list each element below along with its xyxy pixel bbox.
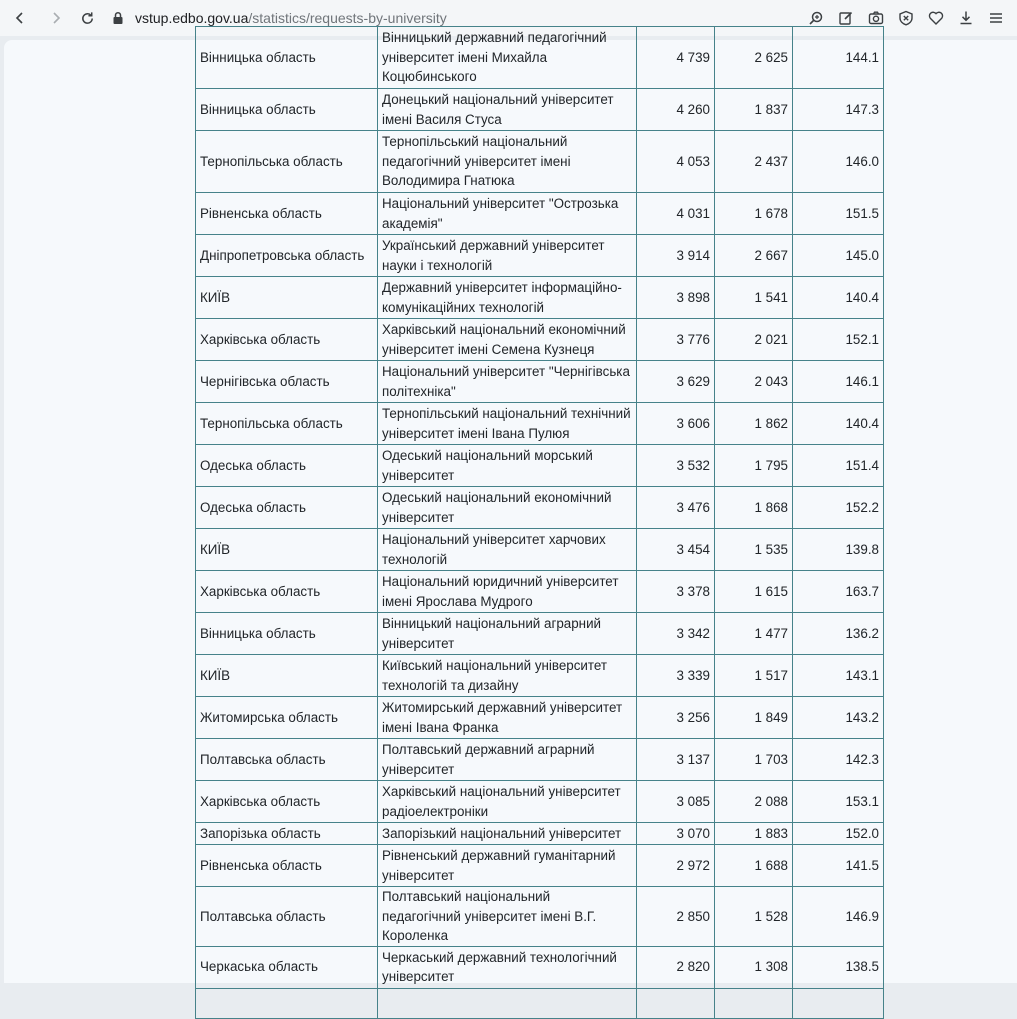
score-cell: 146.1 [793,361,884,403]
region-cell: Черкаська область [196,946,378,988]
university-cell: Черкаський державний технологічний університет [378,946,637,988]
applications-cell: 4 053 [637,131,715,193]
budget-cell: 1 615 [715,571,793,613]
applications-cell: 3 070 [637,823,715,845]
budget-cell: 2 043 [715,361,793,403]
region-cell: Харківська область [196,571,378,613]
table-row [196,845,884,887]
score-cell: 141.5 [793,845,884,887]
region-cell: Рівненська область [196,193,378,235]
table-row [196,613,884,655]
university-cell: Національний університет "Чернігівська політехніка" [378,361,637,403]
region-cell: Чернігівська область [196,361,378,403]
table-row [196,27,884,89]
applications-cell: 3 085 [637,781,715,823]
applications-cell: 3 339 [637,655,715,697]
score-cell: 140.4 [793,403,884,445]
budget-cell: 1 868 [715,487,793,529]
score-cell: 139.8 [793,529,884,571]
university-cell: Житомирський державний університет імені Івана Франка [378,697,637,739]
back-button[interactable] [6,4,34,32]
applications-cell: 3 454 [637,529,715,571]
url-path: /statistics/requests-by-university [248,10,447,26]
university-cell: Харківський національний університет радіоелектроніки [378,781,637,823]
region-cell: Дніпропетровська область [196,235,378,277]
region-cell: Тернопільська область [196,403,378,445]
university-cell: Полтавський державний аграрний університет [378,739,637,781]
university-cell: Вінницький національний аграрний університет [378,613,637,655]
budget-cell: 1 862 [715,403,793,445]
lock-icon [111,11,125,25]
region-cell: Одеська область [196,487,378,529]
university-cell: Харківський національний економічний університет імені Семена Кузнеця [378,319,637,361]
score-cell: 144.1 [793,27,884,89]
university-cell: Державний університет інформаційно-комунікаційних технологій [378,277,637,319]
score-cell: 146.9 [793,887,884,947]
table-row [196,529,884,571]
university-cell: Рівненський державний гуманітарний університет [378,845,637,887]
table-row [196,235,884,277]
applications-cell: 3 256 [637,697,715,739]
budget-cell: 2 667 [715,235,793,277]
url-host: vstup.edbo.gov.ua [135,10,249,26]
applications-cell: 4 739 [637,27,715,89]
table-row [196,988,884,1018]
table-row [196,361,884,403]
forward-button[interactable] [42,4,70,32]
budget-cell: 2 625 [715,27,793,89]
score-cell: 153.1 [793,781,884,823]
applications-cell: 3 629 [637,361,715,403]
reload-button[interactable] [73,4,101,32]
region-cell: Рівненська область [196,845,378,887]
region-cell: Харківська область [196,781,378,823]
budget-cell: 1 477 [715,613,793,655]
budget-cell: 2 437 [715,131,793,193]
region-cell: КИЇВ [196,529,378,571]
university-cell: Донецький національний університет імені Василя Стуса [378,89,637,131]
table-row [196,781,884,823]
region-cell: Одеська область [196,445,378,487]
region-cell: КИЇВ [196,277,378,319]
menu-icon[interactable] [981,4,1011,32]
score-cell: 142.3 [793,739,884,781]
arrow-right-icon [49,11,63,25]
budget-cell: 1 678 [715,193,793,235]
region-cell: Житомирська область [196,697,378,739]
table-row [196,739,884,781]
budget-cell: 1 883 [715,823,793,845]
arrow-left-icon [13,11,27,25]
budget-cell [715,988,793,1018]
university-cell: Запорізький національний університет [378,823,637,845]
region-cell: Вінницька область [196,27,378,89]
university-cell [378,988,637,1018]
region-cell: Вінницька область [196,89,378,131]
table-row [196,403,884,445]
shield-icon[interactable] [891,4,921,32]
score-cell: 138.5 [793,946,884,988]
budget-cell: 1 535 [715,529,793,571]
region-cell: Полтавська область [196,739,378,781]
budget-cell: 1 688 [715,845,793,887]
score-cell: 163.7 [793,571,884,613]
table-row [196,487,884,529]
requests-by-university-table [195,26,884,1019]
applications-cell [637,988,715,1018]
university-cell: Одеський національний морський університет [378,445,637,487]
university-cell: Тернопільський національний педагогічний університет імені Володимира Гнатюка [378,131,637,193]
table-row [196,571,884,613]
page-content [4,30,1017,985]
budget-cell: 1 795 [715,445,793,487]
score-cell: 151.5 [793,193,884,235]
university-cell: Одеський національний економічний університет [378,487,637,529]
heart-icon[interactable] [921,4,951,32]
applications-cell: 3 606 [637,403,715,445]
table-row [196,697,884,739]
region-cell: КИЇВ [196,655,378,697]
region-cell [196,988,378,1018]
applications-cell: 3 476 [637,487,715,529]
applications-cell: 3 378 [637,571,715,613]
table-row [196,89,884,131]
university-cell: Київський національний університет технологій та дизайну [378,655,637,697]
university-cell: Національний університет харчових технологій [378,529,637,571]
table-row [196,193,884,235]
applications-cell: 3 342 [637,613,715,655]
applications-cell: 2 850 [637,887,715,947]
region-cell: Полтавська область [196,887,378,947]
region-cell: Запорізька область [196,823,378,845]
table-row [196,946,884,988]
table-row [196,887,884,947]
score-cell: 143.2 [793,697,884,739]
score-cell: 136.2 [793,613,884,655]
region-cell: Харківська область [196,319,378,361]
table-row [196,655,884,697]
university-cell: Вінницький державний педагогічний університет імені Михайла Коцюбинського [378,27,637,89]
budget-cell: 2 088 [715,781,793,823]
applications-cell: 4 260 [637,89,715,131]
score-cell: 147.3 [793,89,884,131]
budget-cell: 1 541 [715,277,793,319]
applications-cell: 4 031 [637,193,715,235]
budget-cell: 1 849 [715,697,793,739]
university-cell: Полтавський національний педагогічний університет імені В.Г. Короленка [378,887,637,947]
score-cell: 152.0 [793,823,884,845]
table-row [196,277,884,319]
applications-cell: 3 898 [637,277,715,319]
applications-cell: 3 137 [637,739,715,781]
table-row [196,823,884,845]
score-cell: 151.4 [793,445,884,487]
applications-cell: 2 820 [637,946,715,988]
score-cell: 152.2 [793,487,884,529]
budget-cell: 2 021 [715,319,793,361]
download-icon[interactable] [951,4,981,32]
budget-cell: 1 517 [715,655,793,697]
applications-cell: 3 776 [637,319,715,361]
university-cell: Український державний університет науки і технологій [378,235,637,277]
applications-cell: 2 972 [637,845,715,887]
score-cell: 145.0 [793,235,884,277]
score-cell: 143.1 [793,655,884,697]
table-row [196,319,884,361]
reload-icon [80,11,95,26]
region-cell: Вінницька область [196,613,378,655]
budget-cell: 1 308 [715,946,793,988]
table-row [196,445,884,487]
score-cell: 140.4 [793,277,884,319]
university-cell: Національний юридичний університет імені Ярослава Мудрого [378,571,637,613]
table-row [196,131,884,193]
score-cell [793,988,884,1018]
region-cell: Тернопільська область [196,131,378,193]
budget-cell: 1 703 [715,739,793,781]
score-cell: 146.0 [793,131,884,193]
applications-cell: 3 914 [637,235,715,277]
applications-cell: 3 532 [637,445,715,487]
university-cell: Тернопільський національний технічний університет імені Івана Пулюя [378,403,637,445]
budget-cell: 1 837 [715,89,793,131]
score-cell: 152.1 [793,319,884,361]
budget-cell: 1 528 [715,887,793,947]
university-cell: Національний університет "Острозька академія" [378,193,637,235]
